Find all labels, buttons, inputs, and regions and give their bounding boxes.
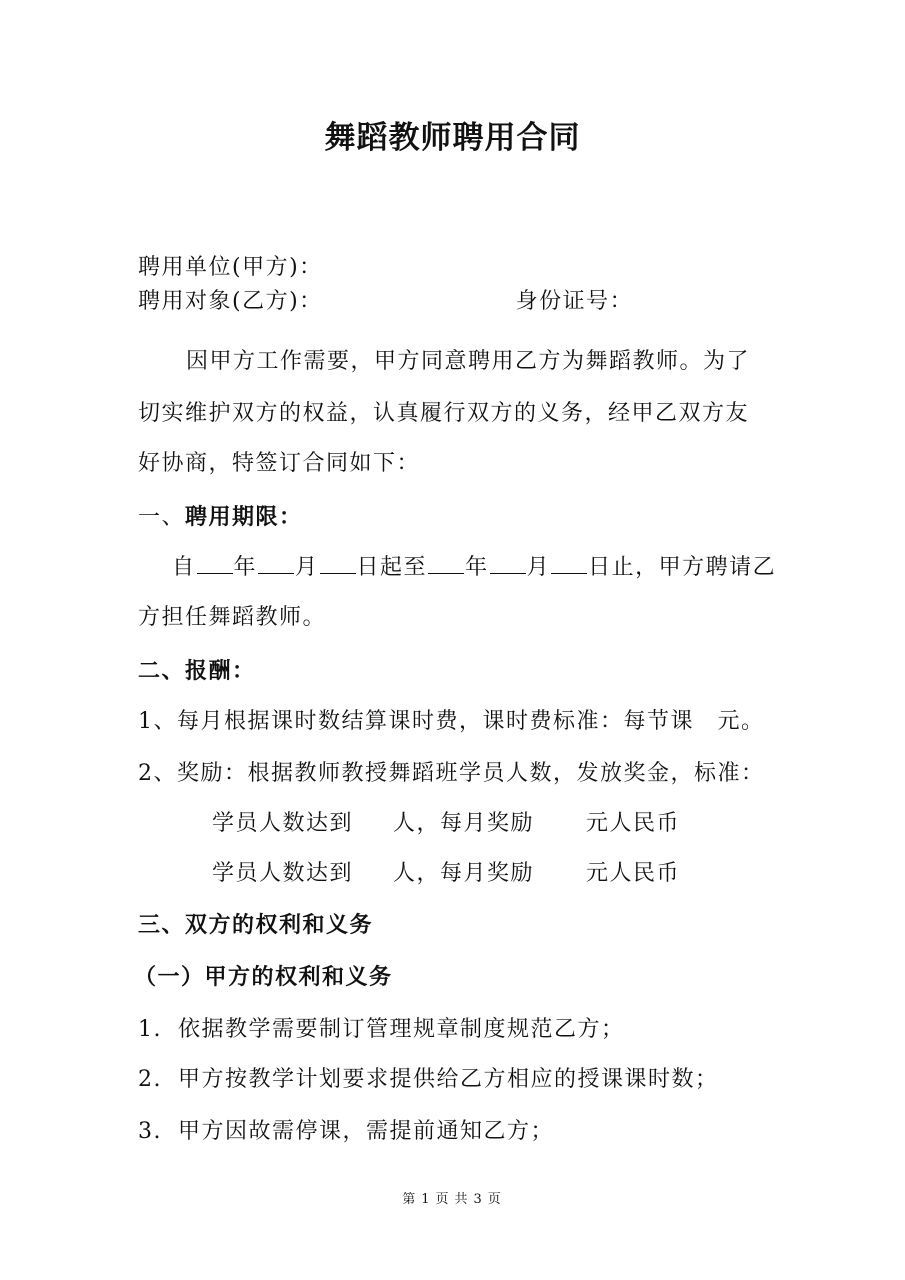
section-1-heading: 一、聘用期限：	[138, 505, 303, 530]
page-title: 舞蹈教师聘用合同	[324, 120, 581, 156]
term-line-2: 方担任舞蹈教师。	[138, 605, 327, 630]
party-b-label: 聘用对象(乙方)：	[138, 289, 323, 314]
end-month-blank[interactable]	[490, 553, 526, 574]
bonus-tier-1: 学员人数达到 人，每月奖励 元人民币	[212, 811, 681, 836]
section-3-subheading: （一）甲方的权利和义务	[134, 965, 393, 990]
intro-line-1: 因甲方工作需要，甲方同意聘用乙方为舞蹈教师。为了	[186, 349, 751, 374]
total-pages-number: 3	[473, 1192, 484, 1207]
id-number-label: 身份证号：	[515, 289, 634, 314]
year-blank[interactable]	[197, 553, 233, 574]
obligation-item-2: 2. 甲方按教学计划要求提供给乙方相应的授课课时数；	[138, 1067, 719, 1092]
day-blank[interactable]	[320, 553, 356, 574]
section-3-heading: 三、双方的权利和义务	[138, 913, 374, 938]
intro-line-3: 好协商，特签订合同如下：	[138, 451, 421, 476]
bonus-tier-2: 学员人数达到 人，每月奖励 元人民币	[212, 861, 681, 886]
intro-line-2: 切实维护双方的权益，认真履行双方的义务，经甲乙双方友	[138, 401, 750, 426]
end-day-blank[interactable]	[551, 553, 587, 574]
obligation-item-3: 3. 甲方因故需停课，需提前通知乙方；	[138, 1119, 555, 1144]
party-a-label: 聘用单位(甲方)：	[138, 255, 323, 280]
term-period-line: 自 年 月 日起至 年 月 日止，甲方聘请乙	[172, 555, 777, 580]
current-page-number: 1	[421, 1192, 432, 1207]
pay-item-1: 1、每月根据课时数结算课时费，课时费标准：每节课 元。	[138, 709, 765, 734]
page-footer: 第 1 页 共 3 页	[402, 1192, 503, 1207]
month-blank[interactable]	[258, 553, 294, 574]
obligation-item-1: 1. 依据教学需要制订管理规章制度规范乙方；	[138, 1017, 625, 1042]
end-year-blank[interactable]	[428, 553, 464, 574]
pay-item-2: 2、奖励：根据教师教授舞蹈班学员人数，发放奖金，标准：	[138, 761, 765, 786]
section-2-heading: 二、报酬：	[138, 659, 256, 684]
party-b-row	[138, 284, 633, 315]
